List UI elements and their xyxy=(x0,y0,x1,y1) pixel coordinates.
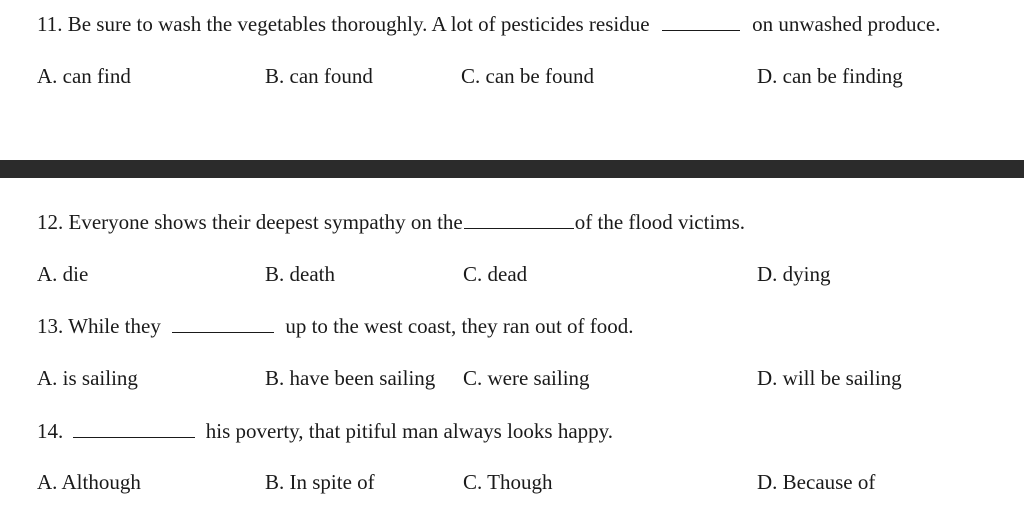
question-14-blank xyxy=(73,436,195,438)
question-14-stem xyxy=(37,421,613,442)
question-11-text-before: 11. Be sure to wash the vegetables thoroughly. A lot of pesticides residue xyxy=(37,12,650,36)
question-13-text-before: 13. While they xyxy=(37,314,161,338)
question-11-blank xyxy=(662,29,740,31)
question-14-option-b: B. In spite of xyxy=(265,470,375,494)
question-12-option-b: B. death xyxy=(265,262,335,286)
question-11-option-b: B. can found xyxy=(265,64,373,88)
question-13-option-d: D. will be sailing xyxy=(757,366,902,390)
question-11-stem xyxy=(37,14,940,35)
question-13-option-b: B. have been sailing xyxy=(265,366,436,390)
question-12-text-after: of the flood victims. xyxy=(574,210,746,234)
question-14-option-d: D. Because of xyxy=(757,470,876,494)
question-12-option-c: C. dead xyxy=(463,262,528,286)
question-13-text-after: up to the west coast, they ran out of food. xyxy=(285,314,634,338)
question-14-option-c: C. Though xyxy=(463,470,553,494)
question-12-option-d: D. dying xyxy=(757,262,831,286)
question-14-option-a: A. Although xyxy=(37,470,141,494)
question-13-option-a: A. is sailing xyxy=(37,366,138,390)
question-11-text-after: on unwashed produce. xyxy=(752,12,941,36)
question-11-option-d: D. can be finding xyxy=(757,64,903,88)
question-12-stem xyxy=(37,212,745,233)
question-11-option-c: C. can be found xyxy=(461,64,594,88)
question-12-blank xyxy=(464,227,574,229)
question-12-text-before: 12. Everyone shows their deepest sympathy on the xyxy=(37,210,463,234)
question-14-text-after: his poverty, that pitiful man always looks happy. xyxy=(205,419,614,443)
page-divider-bar xyxy=(0,160,1024,178)
question-14-text-before: 14. xyxy=(37,419,64,443)
question-12-option-a: A. die xyxy=(37,262,89,286)
question-11-option-a: A. can find xyxy=(37,64,131,88)
question-13-option-c: C. were sailing xyxy=(463,366,590,390)
question-13-blank xyxy=(172,331,274,333)
question-13-stem xyxy=(37,316,634,337)
